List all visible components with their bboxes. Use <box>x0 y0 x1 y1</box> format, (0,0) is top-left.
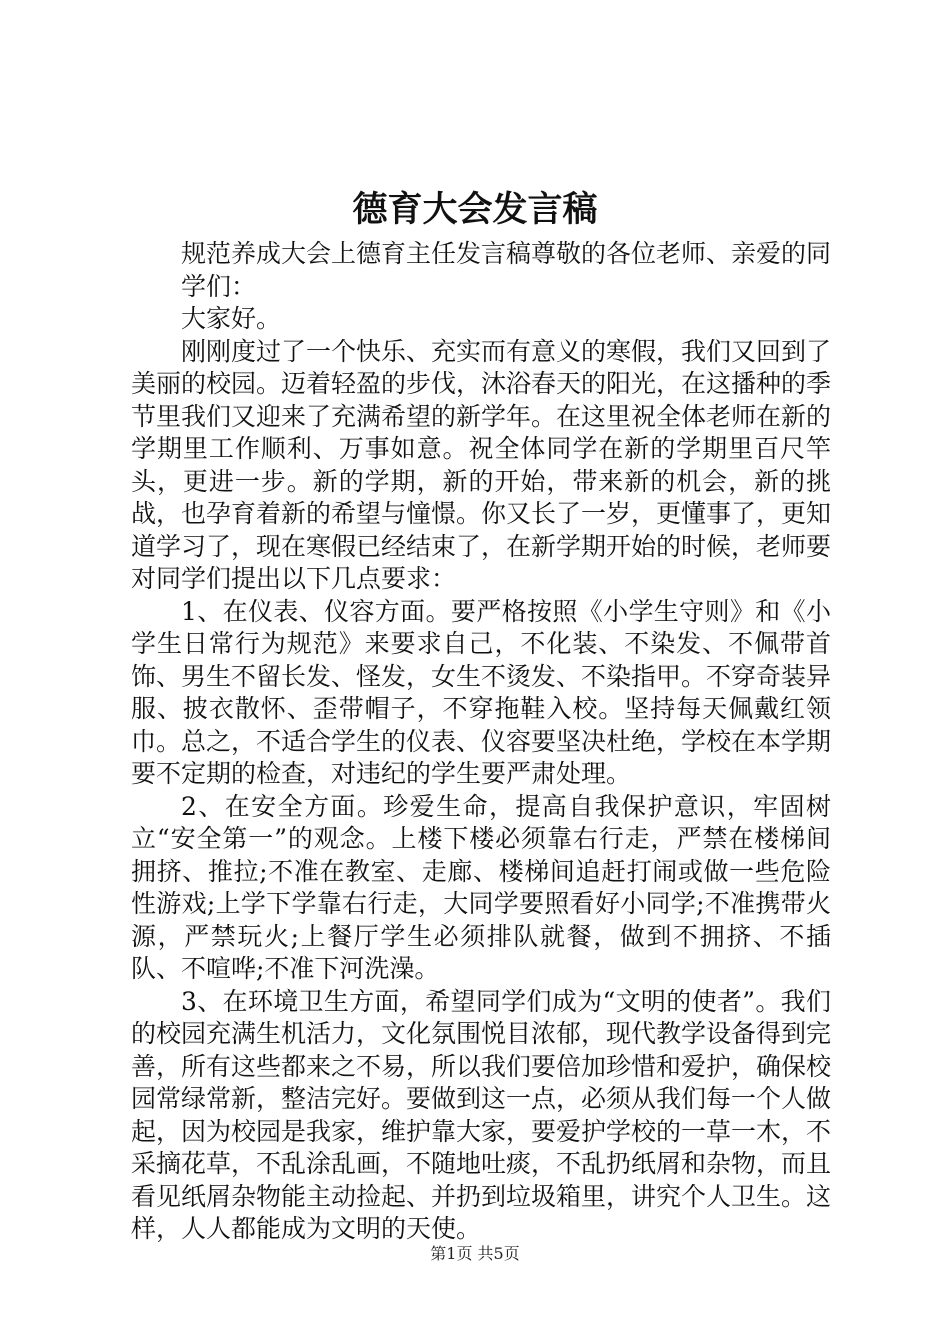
greeting-line: 规范养成大会上德育主任发言稿尊敬的各位老师、亲爱的同学们： <box>181 239 832 301</box>
document-title: 德育大会发言稿 <box>352 189 598 230</box>
paragraph-opening: 大家好。 <box>181 304 282 333</box>
paragraph-appearance-rules: 1、在仪表、仪容方面。要严格按照《小学生守则》和《小学生日常行为规范》来要求自己，不化装、不染发、不佩带首饰、男生不留长发、怪发，女生不烫发、不染指甲。不穿奇装异服、披衣散怀、歪带帽子，不穿拖鞋入校。坚持每天佩戴红领巾。总之，不适合学生的仪表、仪容要坚决杜绝，学校在本学期要不定期的检查，对违纪的学生要严肃处理。 <box>131 596 832 788</box>
paragraph-safety-rules: 2、在安全方面。珍爱生命，提高自我保护意识，牢固树立“安全第一”的观念。上楼下楼必须靠右行走，严禁在楼梯间拥挤、推拉;不准在教室、走廊、楼梯间追赶打闹或做一些危险性游戏;上学下学靠右行走，大同学要照看好小同学;不准携带火源，严禁玩火;上餐厅学生必须排队就餐，做到不拥挤、不插队、不喧哗;不准下河洗澡。 <box>131 791 831 983</box>
document-body <box>131 238 831 1246</box>
paragraph-hygiene-rules: 3、在环境卫生方面，希望同学们成为“文明的使者”。我们的校园充满生机活力，文化氛围悦目浓郁，现代教学设备得到完善，所有这些都来之不易，所以我们要倍加珍惜和爱护，确保校园常绿常新，整洁完好。要做到这一点，必须从我们每一个人做起，因为校园是我家，维护靠大家，要爱护学校的一草一木，不采摘花草，不乱涂乱画，不随地吐痰，不乱扔纸屑和杂物，而且看见纸屑杂物能主动捡起、并扔到垃圾箱里，讲究个人卫生。这样，人人都能成为文明的天使。 <box>131 986 832 1243</box>
paragraph-introduction: 刚刚度过了一个快乐、充实而有意义的寒假，我们又回到了美丽的校园。迈着轻盈的步伐，沐浴春天的阳光，在这播种的季节里我们又迎来了充满希望的新学年。在这里祝全体老师在新的学期里工作顺利、万事如意。祝全体同学在新的学期里百尺竿头，更进一步。新的学期，新的开始，带来新的机会，新的挑战，也孕育着新的希望与憧憬。你又长了一岁，更懂事了，更知道学习了，现在寒假已经结束了，在新学期开始的时候，老师要对同学们提出以下几点要求： <box>131 336 832 593</box>
page-indicator: 第1页 共5页 <box>430 1244 520 1263</box>
